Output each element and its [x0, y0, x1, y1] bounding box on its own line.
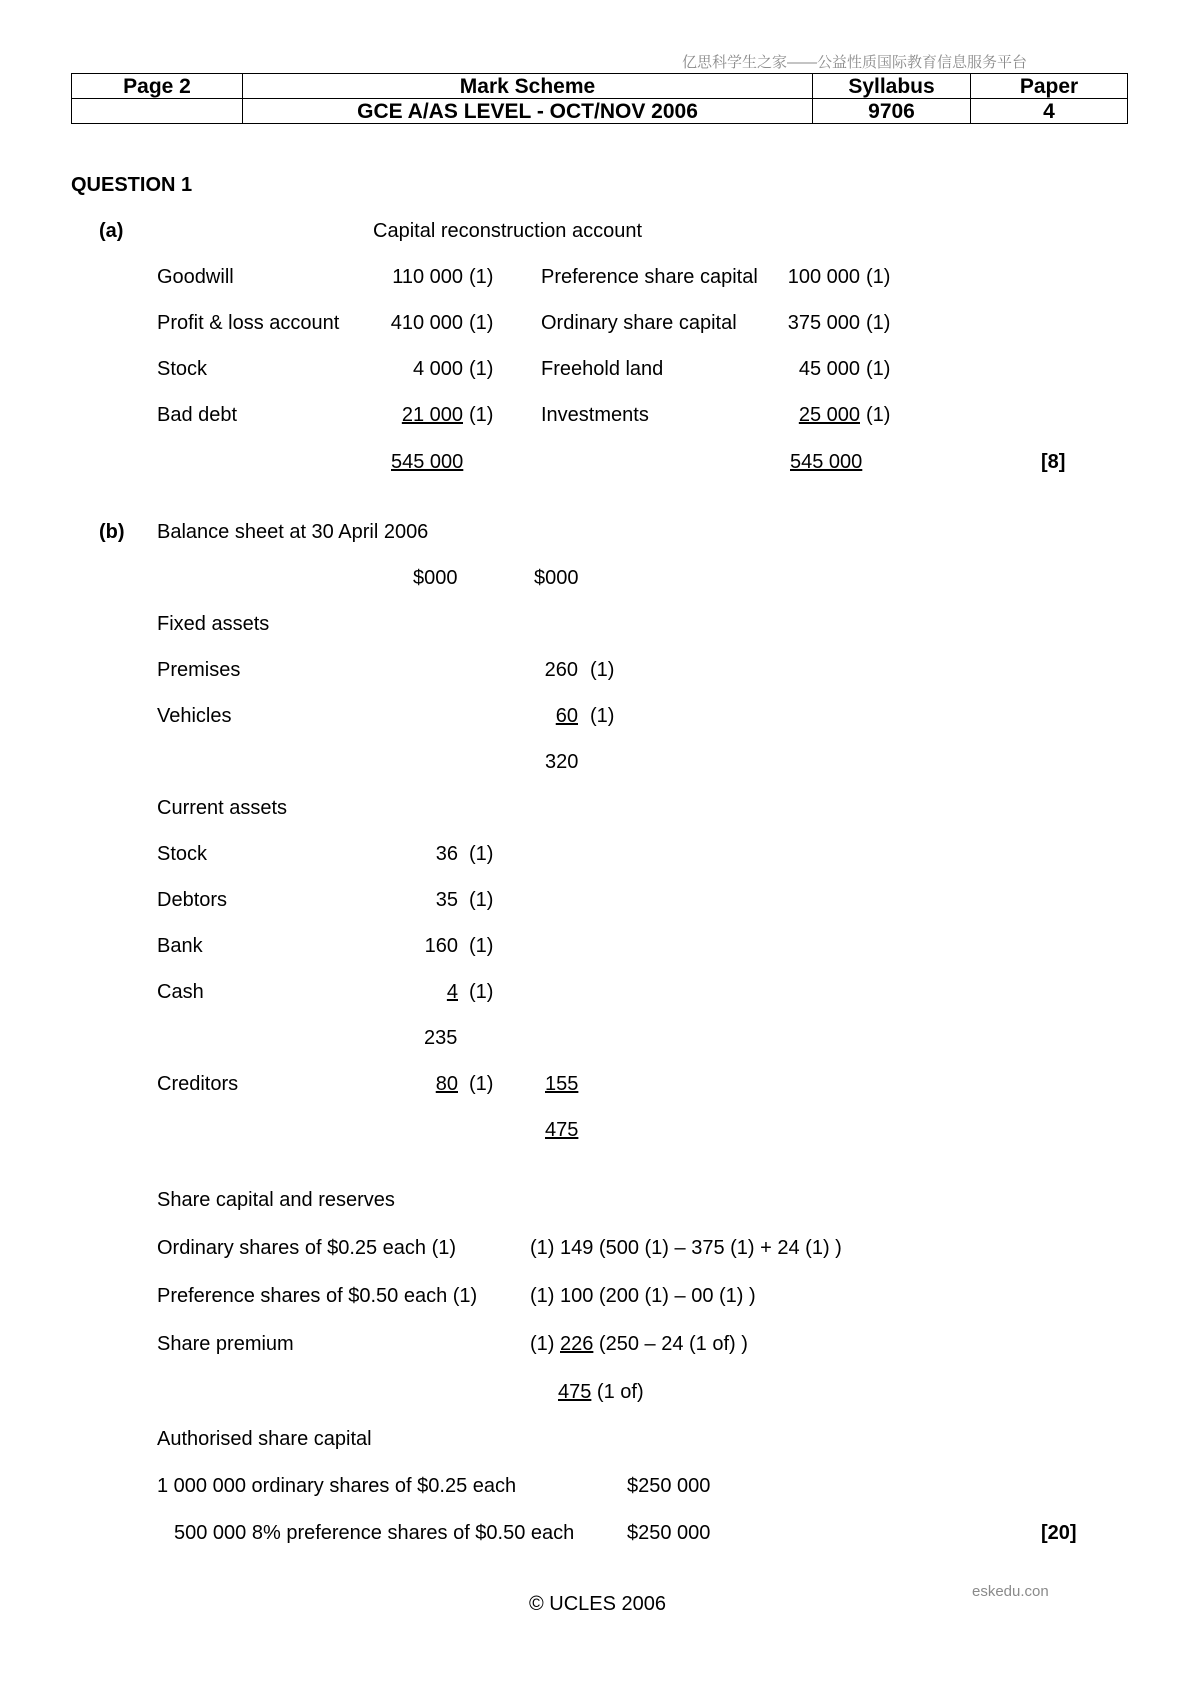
vehicles-value: 60 — [555, 705, 578, 727]
vehicles-label: Vehicles — [157, 705, 232, 727]
share-premium-suffix: (250 – 24 (1 of) ) — [593, 1333, 748, 1355]
account-total-right: 545 000 — [790, 451, 863, 473]
account-mark: (1) — [469, 358, 494, 380]
authorised-preference-label: 500 000 8% preference shares of $0.50 each — [174, 1522, 575, 1544]
account-mark: (1) — [866, 404, 891, 426]
balance-sheet-title: Balance sheet at 30 April 2006 — [157, 521, 429, 543]
account-mark: (1) — [866, 358, 891, 380]
account-left-label: Goodwill — [157, 266, 234, 288]
account-left-amount: 4 000 — [412, 358, 463, 380]
cash-label: Cash — [157, 981, 204, 1003]
account-left-label: Bad debt — [157, 404, 238, 426]
current-assets-total: 235 — [424, 1027, 458, 1049]
copyright-footer: © UCLES 2006 — [529, 1593, 667, 1615]
part-b-marks: [20] — [1041, 1522, 1077, 1544]
account-right-label: Ordinary share capital — [541, 312, 737, 334]
authorised-ordinary-label: 1 000 000 ordinary shares of $0.25 each — [157, 1475, 517, 1497]
share-premium-label: Share premium — [157, 1333, 294, 1355]
part-a-marks: [8] — [1041, 451, 1066, 473]
share-premium-prefix: (1) — [530, 1333, 560, 1355]
account-mark: (1) — [866, 266, 891, 288]
premises-value: 260 — [544, 659, 578, 681]
net-assets-total: 475 — [545, 1119, 579, 1141]
bank-label: Bank — [157, 935, 203, 957]
authorised-capital-heading: Authorised share capital — [157, 1428, 372, 1450]
question-title: QUESTION 1 — [71, 174, 193, 196]
share-premium-amount: 226 — [560, 1333, 594, 1355]
share-capital-heading: Share capital and reserves — [157, 1189, 395, 1211]
creditors-value: 80 — [435, 1073, 458, 1095]
creditors-mark: (1) — [469, 1073, 494, 1095]
ordinary-shares-label: Ordinary shares of $0.25 each (1) — [157, 1237, 457, 1259]
column-head-1: $000 — [413, 567, 458, 589]
creditors-label: Creditors — [157, 1073, 239, 1095]
ordinary-shares-value: (1) 149 (500 (1) – 375 (1) + 24 (1) ) — [530, 1237, 842, 1259]
stock-value: 36 — [435, 843, 458, 865]
premises-label: Premises — [157, 659, 241, 681]
header-title: Mark Scheme — [243, 74, 813, 99]
account-right-label: Preference share capital — [541, 266, 758, 288]
preference-shares-label: Preference shares of $0.50 each (1) — [157, 1285, 478, 1307]
share-premium-value — [530, 1332, 748, 1356]
header-paper-number: 4 — [971, 99, 1128, 124]
debtors-value: 35 — [435, 889, 458, 911]
fixed-assets-heading: Fixed assets — [157, 613, 270, 635]
mark-scheme-header — [71, 73, 1128, 124]
account-left-label: Stock — [157, 358, 208, 380]
account-right-amount: 25 000 — [798, 404, 860, 426]
account-mark: (1) — [469, 312, 494, 334]
account-total-left: 545 000 — [391, 451, 464, 473]
authorised-ordinary-value: $250 000 — [627, 1475, 711, 1497]
fixed-assets-total: 320 — [545, 751, 579, 773]
part-b-label: (b) — [99, 521, 125, 543]
watermark-bottom: eskedu.con — [972, 1583, 1049, 1600]
account-mark: (1) — [469, 404, 494, 426]
vehicles-mark: (1) — [590, 705, 615, 727]
account-mark: (1) — [469, 266, 494, 288]
account-right-amount: 375 000 — [787, 312, 860, 334]
account-left-amount: 410 000 — [390, 312, 463, 334]
preference-shares-value: (1) 100 (200 (1) – 00 (1) ) — [530, 1285, 756, 1307]
part-a-title: Capital reconstruction account — [373, 220, 643, 242]
authorised-preference-value: $250 000 — [627, 1522, 711, 1544]
bank-value: 160 — [424, 935, 458, 957]
current-assets-heading: Current assets — [157, 797, 288, 819]
capital-total-value: 475 — [558, 1381, 592, 1403]
cash-value: 4 — [446, 981, 458, 1003]
premises-mark: (1) — [590, 659, 615, 681]
account-right-label: Investments — [541, 404, 649, 426]
capital-total-mark: (1 of) — [591, 1381, 644, 1403]
header-syllabus-label: Syllabus — [813, 74, 971, 99]
account-left-amount: 21 000 — [401, 404, 463, 426]
working-capital-value: 155 — [545, 1073, 579, 1095]
account-right-amount: 100 000 — [787, 266, 860, 288]
header-page: Page 2 — [72, 74, 243, 99]
header-blank-cell — [72, 99, 243, 124]
account-mark: (1) — [866, 312, 891, 334]
account-left-amount: 110 000 — [392, 266, 463, 288]
header-syllabus-code: 9706 — [813, 99, 971, 124]
debtors-label: Debtors — [157, 889, 228, 911]
cash-mark: (1) — [469, 981, 494, 1003]
stock-mark: (1) — [469, 843, 494, 865]
column-head-2: $000 — [534, 567, 579, 589]
part-a-label: (a) — [99, 220, 124, 242]
header-exam-name: GCE A/AS LEVEL - OCT/NOV 2006 — [243, 99, 813, 124]
account-right-label: Freehold land — [541, 358, 664, 380]
account-right-amount: 45 000 — [798, 358, 860, 380]
header-paper-label: Paper — [971, 74, 1128, 99]
capital-total — [558, 1380, 644, 1404]
account-left-label: Profit & loss account — [157, 312, 340, 334]
stock-label: Stock — [157, 843, 208, 865]
watermark-top: 亿思科学生之家——公益性质国际教育信息服务平台 — [682, 54, 1028, 71]
debtors-mark: (1) — [469, 889, 494, 911]
bank-mark: (1) — [469, 935, 494, 957]
